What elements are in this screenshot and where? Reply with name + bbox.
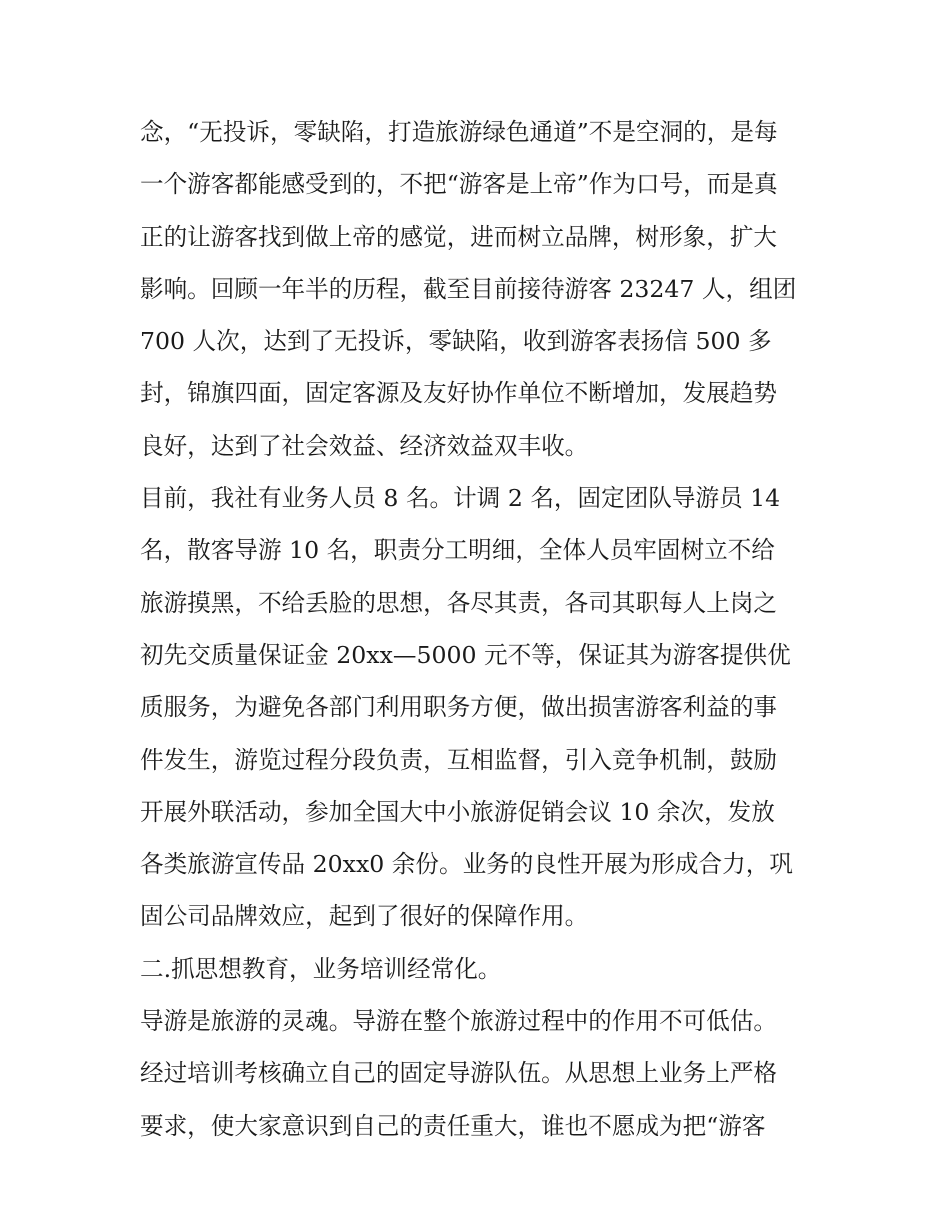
text-line: 念，“无投诉，零缺陷，打造旅游绿色通道”不是空洞的，是每 [140,118,778,146]
text-line: 开展外联活动，参加全国大中小旅游促销会议 10 余次，发放 [140,797,775,826]
text-line: 良好，达到了社会效益、经济效益双丰收。 [140,431,589,460]
text-line: 旅游摸黑，不给丢脸的思想，各尽其责，各司其职每人上岗之 [140,588,778,617]
text-line: 经过培训考核确立自己的固定导游队伍。从思想上业务上严格 [140,1059,778,1088]
text-line: 目前，我社有业务人员 8 名。计调 2 名，固定团队导游员 14 [140,484,781,513]
text-line: 要求，使大家意识到自己的责任重大，谁也不愿成为把“游客 [140,1111,766,1140]
text-line: 质服务，为避免各部门利用职务方便，做出损害游客利益的事 [140,693,778,722]
text-line: 一个游客都能感受到的，不把“游客是上帝”作为口号，而是真 [140,170,778,199]
text-line: 初先交质量保证金 20xx—5000 元不等，保证其为游客提供优 [140,640,791,669]
text-line: 各类旅游宣传品 20xx0 余份。业务的良性开展为形成合力，巩 [140,850,793,879]
text-line: 名，散客导游 10 名，职责分工明细，全体人员牢固树立不给 [140,536,775,565]
text-line: 700 人次，达到了无投诉，零缺陷，收到游客表扬信 500 多 [140,327,772,356]
text-line: 封，锦旗四面，固定客源及友好协作单位不断增加，发展趋势 [140,379,778,408]
text-line: 导游是旅游的灵魂。导游在整个旅游过程中的作用不可低估。 [140,1007,778,1036]
section-heading: 二.抓思想教育，业务培训经常化。 [140,954,502,983]
document-body [140,106,820,1152]
text-line: 正的让游客找到做上帝的感觉，进而树立品牌，树形象，扩大 [140,222,778,251]
text-line: 件发生，游览过程分段负责，互相监督，引入竞争机制，鼓励 [140,745,778,774]
text-line: 固公司品牌效应，起到了很好的保障作用。 [140,902,589,931]
text-line: 影响。回顾一年半的历程，截至目前接待游客 23247 人，组团 [140,274,797,303]
